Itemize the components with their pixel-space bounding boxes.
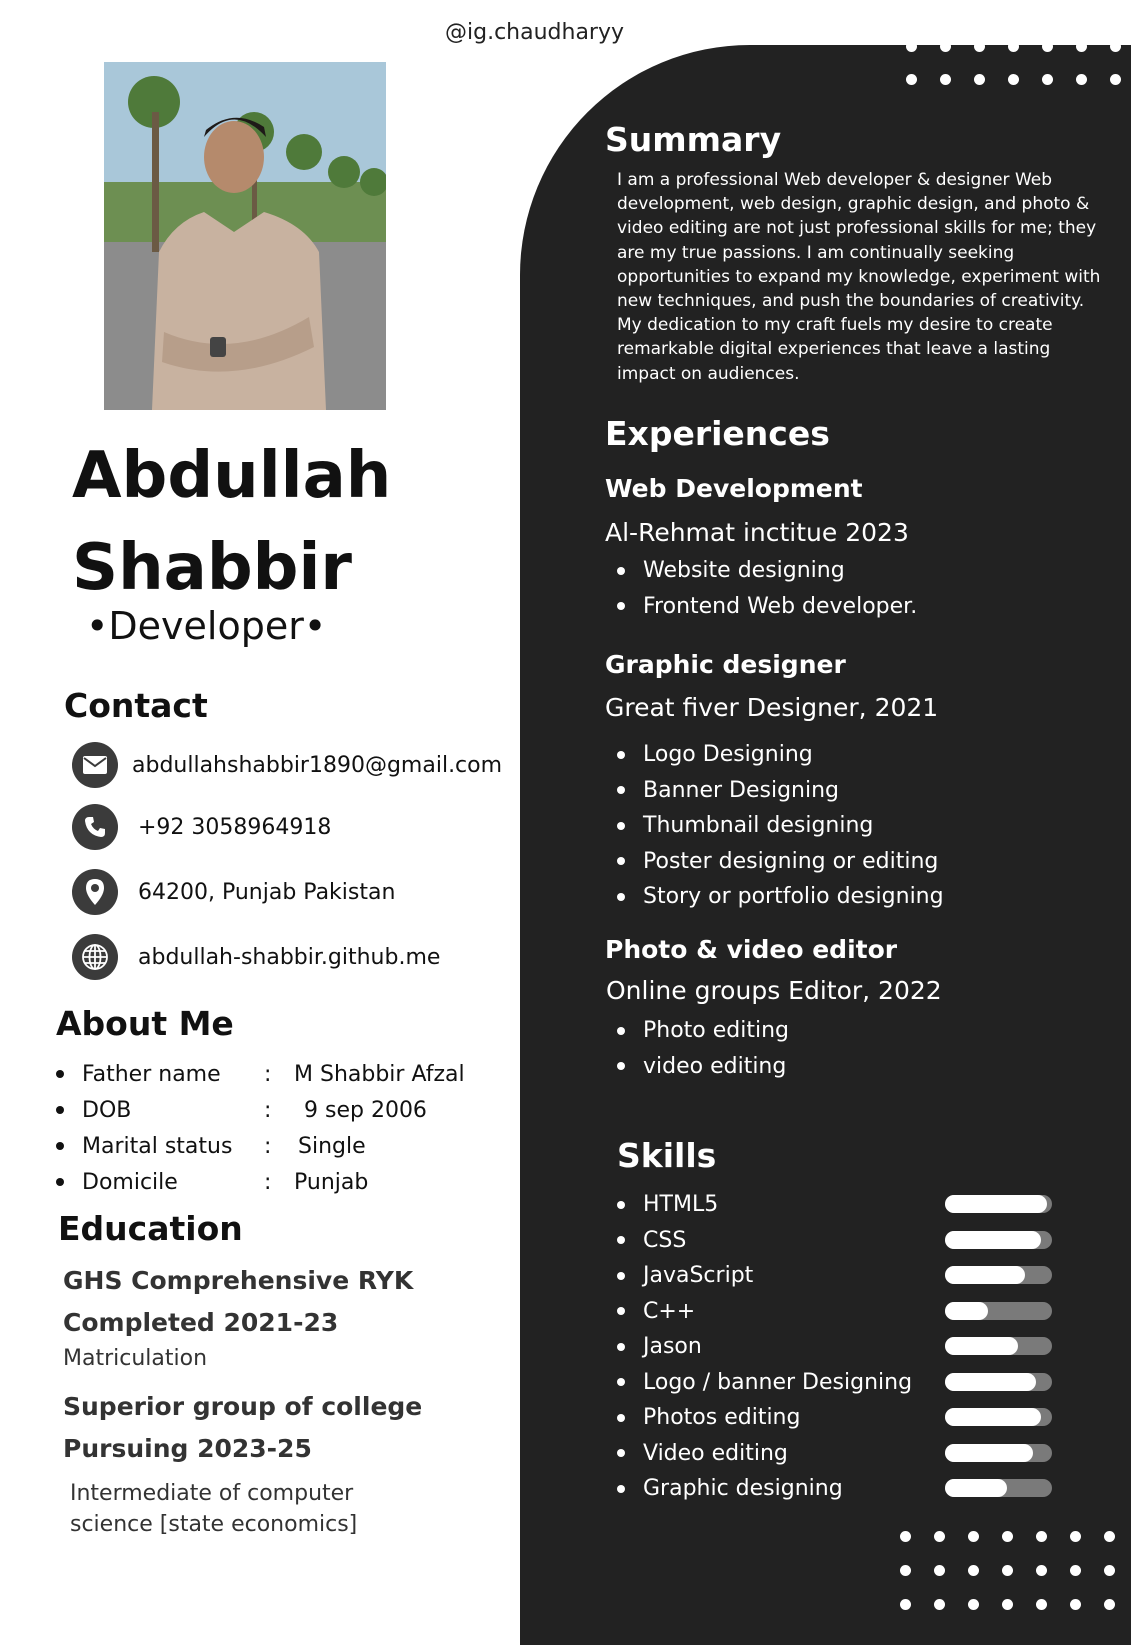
list-item: Photo editing — [617, 1013, 789, 1049]
full-name — [72, 430, 391, 614]
decorative-dot — [1002, 1565, 1013, 1576]
skill-level-bar — [945, 1337, 1052, 1355]
decorative-dot — [1036, 1565, 1047, 1576]
contact-location-row — [72, 868, 395, 916]
edu-detail: Matriculation — [63, 1346, 208, 1371]
job-title: Web Development — [605, 474, 863, 503]
decorative-dot — [1036, 1599, 1047, 1610]
decorative-dot — [1070, 1565, 1081, 1576]
skill-name: CSS — [643, 1227, 687, 1253]
decorative-dot — [968, 1565, 979, 1576]
decorative-dot — [1104, 1565, 1115, 1576]
decorative-dot — [1036, 1531, 1047, 1542]
decorative-dot — [968, 1531, 979, 1542]
decorative-dot — [900, 1531, 911, 1542]
first-name: Abdullah — [72, 439, 392, 513]
skill-name: Logo / banner Designing — [643, 1369, 913, 1395]
decorative-dot — [906, 41, 917, 52]
skill-level-fill — [945, 1373, 1036, 1391]
decorative-dot — [1008, 74, 1019, 85]
skill-level-fill — [945, 1444, 1033, 1462]
job-place: Al-Rehmat inctitue 2023 — [605, 518, 909, 547]
list-item: Frontend Web developer. — [617, 589, 917, 625]
contact-email[interactable]: abdullahshabbir1890@gmail.com — [132, 752, 503, 778]
skill-name: Graphic designing — [643, 1476, 843, 1501]
list-item: Story or portfolio designing — [617, 879, 944, 915]
job-title: Graphic designer — [605, 650, 846, 679]
decorative-dot — [1110, 41, 1121, 52]
decorative-dot — [1042, 74, 1053, 85]
contact-heading: Contact — [64, 686, 208, 725]
edu-status: Completed 2021-23 — [63, 1308, 339, 1337]
decorative-dot — [900, 1565, 911, 1576]
decorative-dot — [1104, 1531, 1115, 1542]
about-heading: About Me — [56, 1004, 234, 1043]
list-item: Logo Designing — [617, 737, 944, 773]
edu-detail: Intermediate of computer — [70, 1481, 354, 1506]
skill-level-bar — [945, 1408, 1052, 1426]
skill-level-bar — [945, 1444, 1052, 1462]
decorative-dot — [1110, 74, 1121, 85]
contact-phone[interactable]: +92 3058964918 — [138, 814, 332, 840]
decorative-dot — [1070, 1531, 1081, 1542]
instagram-handle: @ig.chaudharyy — [445, 20, 625, 45]
skill-name: JavaScript — [643, 1263, 754, 1288]
job-place: Great fiver Designer, 2021 — [605, 693, 939, 722]
job-tasks — [617, 737, 944, 915]
job-tasks — [617, 553, 917, 624]
skill-name: C++ — [643, 1298, 696, 1324]
skill-name: Photos editing — [643, 1405, 801, 1430]
contact-phone-row[interactable] — [72, 803, 331, 851]
experiences-heading: Experiences — [605, 414, 830, 453]
phone-icon — [72, 804, 118, 850]
skill-level-bar — [945, 1231, 1052, 1249]
edu-detail: science [state economics] — [70, 1512, 358, 1537]
decorative-dot — [906, 74, 917, 85]
job-place: Online groups Editor, 2022 — [606, 976, 942, 1005]
decorative-dot — [1042, 41, 1053, 52]
skill-level-fill — [945, 1302, 988, 1320]
decorative-dot — [934, 1531, 945, 1542]
skill-name: HTML5 — [643, 1192, 719, 1217]
about-item: Father name : M Shabbir Afzal — [56, 1056, 465, 1092]
skill-name: Video editing — [643, 1440, 788, 1466]
location-pin-icon — [72, 869, 118, 915]
skill-level-fill — [945, 1408, 1041, 1426]
decorative-dot — [1104, 1599, 1115, 1610]
summary-text: I am a professional Web developer & designer Web development, web design, graphic design, and photo & video editing are not just professional skills for me; they are my true passions. I am continually seeking opportunities to expand my knowledge, experiment with new techniques, and push the boundaries of creativity. My dedication to my craft fuels my desire to create remarkable digital experiences that leave a lasting impact on audiences. — [617, 170, 1101, 384]
about-item: DOB : 9 sep 2006 — [56, 1092, 465, 1128]
education-heading: Education — [58, 1209, 243, 1248]
contact-location: 64200, Punjab Pakistan — [138, 879, 396, 905]
about-item: Domicile : Punjab — [56, 1164, 465, 1200]
decorative-dot — [968, 1599, 979, 1610]
decorative-dot — [934, 1599, 945, 1610]
decorative-dot — [934, 1565, 945, 1576]
skill-level-fill — [945, 1337, 1018, 1355]
decorative-dot — [900, 1599, 911, 1610]
skill-level-bar — [945, 1479, 1052, 1497]
last-name: Shabbir — [72, 531, 352, 605]
decorative-dot — [1076, 74, 1087, 85]
list-item: Banner Designing — [617, 773, 944, 809]
summary-heading: Summary — [605, 120, 782, 159]
skill-level-fill — [945, 1479, 1007, 1497]
job-tasks — [617, 1013, 789, 1084]
skill-level-bar — [945, 1302, 1052, 1320]
skill-level-bar — [945, 1195, 1052, 1213]
email-icon — [72, 742, 118, 788]
decorative-dot — [1002, 1599, 1013, 1610]
decorative-dot — [1070, 1599, 1081, 1610]
list-item: video editing — [617, 1049, 789, 1085]
list-item: Website designing — [617, 553, 917, 589]
profile-photo — [104, 62, 386, 410]
edu-school: Superior group of college — [63, 1392, 423, 1421]
skill-level-bar — [945, 1266, 1052, 1284]
edu-status: Pursuing 2023-25 — [63, 1434, 312, 1463]
about-item: Marital status : Single — [56, 1128, 465, 1164]
contact-website[interactable]: abdullah-shabbir.github.me — [138, 944, 441, 970]
skill-level-fill — [945, 1231, 1041, 1249]
decorative-dot — [1008, 41, 1019, 52]
list-item: Poster designing or editing — [617, 844, 944, 880]
globe-icon — [72, 934, 118, 980]
decorative-dot — [940, 41, 951, 52]
decorative-dot — [974, 74, 985, 85]
contact-email-row[interactable] — [72, 741, 502, 789]
skill-level-bar — [945, 1373, 1052, 1391]
decorative-dot — [940, 74, 951, 85]
about-list — [56, 1056, 465, 1200]
skills-heading: Skills — [617, 1136, 717, 1175]
skill-name: Jason — [643, 1334, 702, 1359]
job-title: Photo & video editor — [605, 935, 898, 964]
list-item: Thumbnail designing — [617, 808, 944, 844]
contact-website-row[interactable] — [72, 933, 440, 981]
decorative-dot — [974, 41, 985, 52]
skill-level-fill — [945, 1266, 1025, 1284]
edu-school: GHS Comprehensive RYK — [63, 1266, 414, 1295]
decorative-dot — [1076, 41, 1087, 52]
skill-level-fill — [945, 1195, 1047, 1213]
job-role: •Developer• — [86, 604, 327, 648]
decorative-dot — [1002, 1531, 1013, 1542]
